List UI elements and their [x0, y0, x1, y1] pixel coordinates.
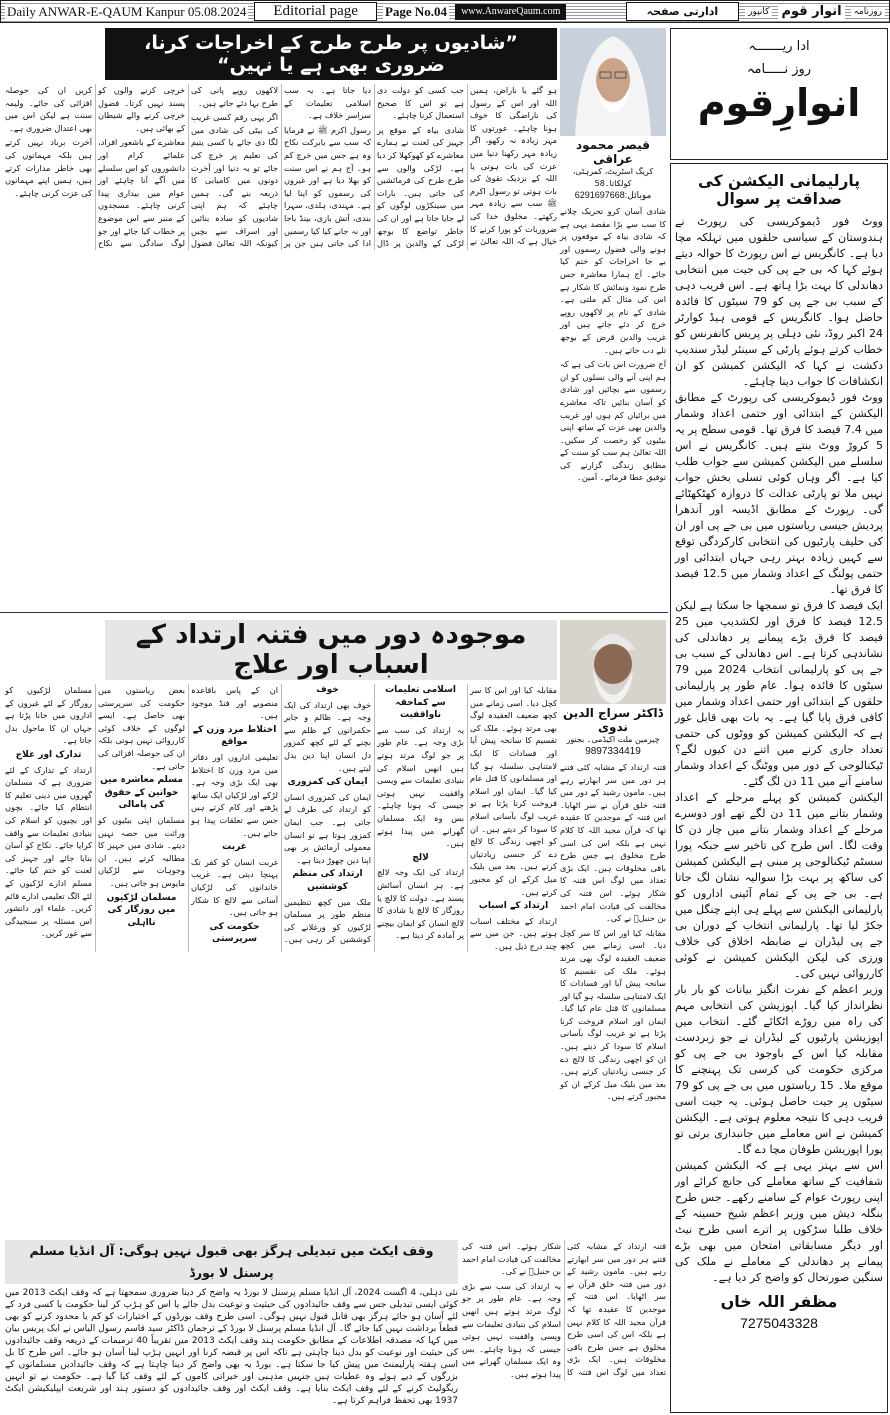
editorial-paragraph: اس سے بہتر یہی ہے کہ الیکشن کمیشن شفافیت کے ساتھ معاملے کی جانچ کرائے اور اپنی رپورٹ عوام کے سامنے رکھے۔ جس طرح بنگلہ دیش میں وزیر اعظم شیخ حسینہ کے خلاف طلبا سڑکوں پر اترے اسی طرح نیٹ اور دیگر مسابقاتی امتحان میں بھی بڑے پیمانے پر دھاندلی کے معاملے نے ملک کی سنگین صورتحال کو واضح کر دیا ہے۔ [675, 1159, 883, 1284]
editorial-paragraph: الیکشن کمیشن کو پہلے مرحلے کے اعداد وشمار بتانے میں 11 دن لگے تھے اور دوسرے مرحلے کے اعداد وشمار بتانے میں چار دن کا وقت لگا۔ اس طرح کی تاخیر سے جبکہ پورا سسٹم ٹیکنالوجی پر مبنی ہے الیکشن کمیشن کی ساکھ پر بہت بڑا سوالیہ نشان لگ جاتا ہے۔ بی جے پی کے تمام آئینی اداروں کو پارلیمانی الیکشن سے پہلے ہی اپنے چنگل میں جکڑ لیا تھا۔ پارلیمانی انتخاب کے دوران بی جے پی لیڈران نے ضابطہ اخلاق کی خلاف ورزی کی لیکن الیکشن کمیشن نے کوئی کارروائی نہیں کی۔ [675, 791, 883, 980]
article-paragraph: ارتداد کے تدارک کے لئے ضروری ہے کہ مسلمان گھروں میں دینی تعلیم کا انتظام کیا جائے۔ بچوں اور بچیوں کو اسلام کی بنیادی تعلیمات سے واقف کرایا جائے۔ نکاح کو آسان بنایا جائے اور جہیز کی لعنت کو ختم کیا جائے۔ مسلم ادارے لڑکیوں کے لئے الگ تعلیمی ادارے قائم کریں۔ علماء اور دانشور اس مسئلہ پر سنجیدگی سے غور کریں۔ [5, 764, 92, 939]
phone-number: 6291697668 [574, 190, 625, 200]
article-paragraph: خوف بھی ارتداد کی ایک وجہ ہے۔ ظالم و جابر حکمرانوں کے ظلم سے بچنے کے لئے کچھ کمزور دل انسان اپنا دین بدل لیتے ہیں۔ [284, 699, 371, 773]
article2-main [5, 620, 557, 952]
article-paragraph: شادی آسان کرو تحریک چلانے کا سب سے بڑا مقصد یہی ہے کہ شادی بیاہ کے موقعوں پر ہونے والی فضول رسموں اور بے جا اخراجات کو ختم کیا جائے۔ آج ہمارا معاشرہ جس طرح نمود ونمائش کا شکار ہے اس کی مثال کم ملتی ہے۔ شادی کے نام پر لاکھوں روپے خرچ کر دئے جاتے ہیں اور غریب والدین قرض کے بوجھ تلے دب جاتے ہیں۔ [560, 206, 666, 355]
divider [0, 612, 668, 613]
author2-designation: چیرمین ملت اکیڈمی۔ بجنور [566, 735, 660, 744]
editorial-paragraph: ووٹ فور ڈیموکریسی کی رپورٹ کے مطابق الیکشن کے ابتدائی اور حتمی اعداد وشمار میں 7.4 فیصد کا فرق تھا۔ قومی سطح پر یہ 5 کروڑ ووٹ بنتے ہیں۔ کانگریس نے اس سلسلے میں الیکشن کمیشن سے جواب طلب کیا ہے۔ اگر وہاں کوئی تسلی بخش جواب نہیں ملا تو پارٹی عدالت کا دروازہ کھٹکھٹائے گی۔ رپورٹ کے مطابق اڈیسہ اور آندھرا پردیش جیسی ریاستوں میں بی جے پی اور ان کی حلیف پارٹیوں کی انتخابی کارکردگی توقع سے کہیں زیادہ بہتر رہی جہاں ابتدائی اور حتمی پولنگ کے اعداد وشمار میں 12.5 فیصد کا فرق تھا۔ [675, 391, 883, 596]
article-paragraph: ملک میں کچھ تنظیمیں منظم طور پر مسلمان لڑکیوں کو ورغلانے کی کوششیں کر رہی ہیں۔ ان کے پاس باقاعدہ منصوبے اور فنڈ موجود ہیں۔ [191, 685, 371, 945]
author2-byline [558, 706, 668, 757]
section-subheading: اسلامی تعلیمات سے کماحقہ ناواقفیت [385, 685, 456, 721]
article1-intro [560, 205, 666, 484]
section-subheading: مسلم معاشرہ میں خواتین کے حقوق کی پامالی [100, 775, 183, 811]
article-paragraph: ارتداد کے مختلف اسباب ہوتے ہیں۔ جن میں سے چند درج ذیل ہیں۔ [470, 915, 557, 951]
article1-headline: ”شادیوں پر طرح طرح کے اخراجات کرنا، ضروری بھی ہے یا نہیں“ [105, 28, 557, 80]
author2-phone: 9897334419 [585, 746, 641, 757]
article-paragraph: فتنہ ارتداد کے مشابہ کئی فتنے ہر دور میں سر ابھارتے رہے ہیں۔ مامون رشید کے دور میں فتنہ خلق قرآن نے سر اٹھایا۔ اس فتنہ کے موجدین کا عقیدہ تھا کہ قرآن مجید اللہ کا کلام نہیں ہے بلکہ اس کی اسی طرح مخلوق ہے جس طرح باقی مخلوقات ہیں۔ ایک بڑی تعداد میں لوگ اس فتنہ کا شکار ہوئے۔ اس فتنہ کی مخالفت کی قیادت امام احمد بن حنبلؒ نے کی۔ [462, 1241, 666, 1377]
article-paragraph: ارتداد کی ایک وجہ لالچ ہے۔ ہر انسان آسائش پسند ہے۔ دولت کا لالچ یا روزگار کا لالچ یا شادی کا لالچ انسان کو ایمان بیچنے پر آمادہ کر دیتا ہے۔ [377, 867, 464, 941]
article1-body [5, 84, 557, 250]
editorial-headline: پارلیمانی الیکشن کی صداقت پر سوال [697, 172, 861, 208]
article-paragraph: یہ ارتداد کی سب سے بڑی وجہ ہے۔ عام طور پر جو لوگ مرتد ہوتے ہیں انھیں اسلام کی بنیادی تعلیمات سے ویسی واقفیت نہیں ہوتی جیسی کہ ہونا چاہئے۔ بس وہ ایک مسلمان گھرانے میں پیدا ہوتے ہیں۔ [377, 724, 464, 849]
author-byline [560, 138, 666, 201]
section-label-urdu: ادارتی صفحہ [626, 2, 740, 21]
section-subheading: لالچ [412, 852, 429, 863]
article2-body [5, 684, 557, 952]
article-paragraph: معاشرے کے باشعور افراد، علمائے کرام اور دانشوروں کو اس سلسلے میں آگے آنا چاہئے اور عوام میں بیداری پیدا کرنی چاہئے۔ مسجدوں کے منبر سے اس موضوع پر خطاب کیا جائے اور جو لوگ سادگی سے نکاح کریں ان کی حوصلہ افزائی کی جائے۔ ولیمہ سنت ہے لیکن اس میں بھی اعتدال ضروری ہے۔ [5, 85, 185, 249]
author2-photo [560, 620, 666, 704]
section-subheading: خوف [316, 685, 339, 695]
article-paragraph: مسلمان اپنی بیٹیوں کو وراثت میں حصہ نہیں دیتے۔ شادی میں جہیز کا مطالبہ کرتے ہیں۔ ان وجوہات سے لڑکیاں مایوس ہو جاتی ہیں۔ [98, 814, 185, 888]
editorial-masthead [670, 28, 888, 160]
website-link[interactable]: www.AnwareQaum.com [455, 4, 566, 20]
daily-label: روز نـــــامہ [746, 62, 812, 77]
article-paragraph: مسلمان لڑکیوں کو روزگار کے لئے غیروں کے اداروں میں جانا پڑتا ہے جہاں ان کا ماحول بدل جاتا ہے۔ [5, 685, 92, 746]
section-subheading: ارتداد کے اسباب [478, 901, 549, 912]
editorial-paragraph: ایک فیصد کا فرق تو سمجھا جا سکتا ہے لیکن 12.5 فیصد کا فرق اور لکشدیپ میں 25 فیصد کا فرق بڑے پیمانے پر دھاندلی کی نشاندہی کرتا ہے۔ اس دھاندلی کے سبب بی جے پی کو پارلیمانی انتخاب 2024 میں 79 سیٹوں کا فائدہ ہوا۔ عام طور پر پارلیمانی حلقوں کے ابتدائی اور حتمی اعداد وشمار میں کافی فرق پایا گیا ہے۔ یہ بات بھی قابل غور ہے کہ الیکشن کمیشن کو ووٹوں کی حتمی تعداد جاری کرنے میں اتنے دن کیوں لگے؟ ٹیکنالوجی کے دور میں ووٹنگ کے اعداد وشمار سامنے آنے میں 11 دن لگ گئے۔ [675, 599, 883, 788]
news-item [5, 1240, 458, 1407]
daily-urdu: روزنامہ [851, 7, 885, 17]
article-paragraph: فتنہ ارتداد کے مشابہ کئی فتنے ہر دور میں سر ابھارتے رہے ہیں۔ مامون رشید کے دور میں فتنہ خلق قرآن نے سر اٹھایا۔ اس فتنہ کے موجدین کا عقیدہ تھا کہ قرآن مجید اللہ کا کلام نہیں ہے بلکہ اس کی اسی طرح مخلوق ہے جس طرح باقی مخلوقات ہیں۔ ایک بڑی تعداد میں لوگ اس فتنہ کا شکار ہوئے۔ اس فتنہ کی مخالفت کی قیادت امام احمد بن حنبلؒ نے کی۔ [560, 762, 666, 924]
section-subheading: ارتداد کی منظم کوششیں [292, 869, 363, 892]
news-headline: وقف ایکٹ میں تبدیلی ہرگز بھی قبول نہیں ہوگی: آل انڈیا مسلم پرسنل لا بورڈ [5, 1240, 458, 1284]
page-header [0, 0, 890, 23]
paper-name-urdu: انوار قوم [778, 4, 844, 19]
editorial-author: مظفر اللہ خاں [720, 1292, 838, 1311]
author-phone [560, 190, 666, 201]
author-photo [560, 28, 666, 136]
editorial-box [670, 163, 888, 1413]
editorial-author-phone: 7275043328 [740, 1315, 818, 1331]
article-paragraph: رسول اکرم ﷺ نے فرمایا کہ سب سے بابرکت نکاح وہ ہے جس میں خرچ کم ہو۔ آج ہم نے اس سنت کو بھلا دیا ہے اور غیروں کی رسموں کو اپنا لیا ہے۔ مہندی، ہلدی، سہرا بندی، آتش بازی، بینڈ باجا اور نہ جانے کیا کیا رسمیں ادا کی جاتی ہیں جن پر لاکھوں روپے پانی کی طرح بہا دئے جاتے ہیں۔ [191, 85, 371, 249]
article-paragraph: بعض ریاستوں میں حکومت کی سرپرستی بھی حاصل ہے۔ ایسے لوگوں کے خلاف کوئی کارروائی نہیں ہوتی بلکہ ان کی حوصلہ افزائی کی جاتی ہے۔ [98, 685, 185, 771]
article-paragraph: آج ضرورت اس بات کی ہے کہ ہم اپنی آنے والی نسلوں کو ان رسموں سے بچائیں اور شادی کو آسان بنائیں تاکہ معاشرے میں برائیاں کم ہوں اور غریب والدین بھی عزت کے ساتھ اپنی بیٹیوں کو رخصت کر سکیں۔ اللہ تعالیٰ ہم سب کو سنت کے مطابق زندگی گزارنے کی توفیق عطا فرمائے۔ آمین۔ [560, 359, 666, 483]
article2-side [558, 761, 668, 1103]
section-subheading: تدارک اور علاج [15, 749, 82, 760]
phone-label: موبائل: [624, 190, 652, 200]
article-paragraph: غربت انسان کو کفر تک پہنچا دیتی ہے۔ غریب خاندانوں کی لڑکیاں آسانی سے لالچ کا شکار ہو جاتی ہیں۔ [191, 856, 278, 918]
section-subheading: اختلاط مرد وزن کے مواقع [192, 724, 277, 748]
article-paragraph: ایمان کی کمزوری انسان کو ارتداد کی طرف لے جاتی ہے۔ جب ایمان کمزور ہوتا ہے تو انسان معمولی آزمائش پر بھی اپنا دین چھوڑ دیتا ہے۔ [284, 791, 371, 865]
article-paragraph: اگر یہی رقم کسی غریب کی بیٹی کی شادی میں لگا دی جائے یا کسی یتیم کی تعلیم پر خرچ کی جائے تو یہ دنیا اور آخرت دونوں میں کامیابی کا ذریعہ بنے گی۔ ہمیں چاہئے کہ ہم اپنی شادیوں کو سادہ بنائیں اور اسراف سے بچیں کیونکہ اللہ تعالیٰ فضول خرچی کرنے والوں کو پسند نہیں کرتا۔ فضول خرچی کرنے والے شیطان کے بھائی ہیں۔ [98, 85, 278, 249]
editorial-body [671, 214, 887, 1286]
section-subheading: مسلمان لڑکیوں میں روزگار کی نااہلی [106, 892, 177, 928]
article2-continuation [462, 1240, 666, 1381]
author2-name: ڈاکٹر سراج الدین ندوی [562, 706, 664, 734]
article-paragraph: یہ ارتداد کی سب سے بڑی وجہ ہے۔ عام طور پر جو لوگ مرتد ہوتے ہیں انھیں اسلام کی بنیادی تعلیمات سے ویسی واقفیت نہیں ہوتی جیسی کہ ہونا چاہئے۔ بس وہ ایک مسلمان گھرانے میں پیدا ہوتے ہیں۔ [462, 1280, 561, 1379]
article1-main [5, 28, 557, 250]
section-label: Editorial page [254, 2, 377, 21]
editorial-paragraph: وزیر اعظم کے نفرت انگیز بیانات کو بار بار نظرانداز کیا گیا۔ اپوزیشن کی انتخابی مہم کی راہ میں روڑے اٹکائے گئے۔ انتخاب میں اپوزیشن پارٹیوں کے لیڈران نے جو زبردست مقابلہ کیا اس کے باوجود بی جے پی کو مرکزی حکومت کی کرسی تک پہنچنے کا موقع ملا۔ 15 ریاستوں میں بی جے پی کو 79 سیٹوں پر جیت حاصل ہوئی۔ یہ جیت اسی فریب دہی کا نتیجہ معلوم ہوتی ہے۔ الیکشن کمیشن نے اس معاملے میں جانبداری برتی تو پورا اپوزیشن طوفان مچا دے گا۔ [675, 983, 883, 1156]
article-paragraph: مقابلہ کیا اور اس کا سر کچل دیا۔ اسی زمانے میں کچھ ضعیف العقیدہ لوگ بھی مرتد ہوئے۔ ملک کی تقسیم کا سانحہ پیش آیا اور فسادات کا ایک لامتناہی سلسلہ ہو گیا اور مسلمانوں کا قتل عام کیا گیا۔ ایمان اور اسلام فروخت کرنا پڑتا ہے تو غریب لوگ بآسانی اسلام کا سودا کر دیتے ہیں۔ ان کو اچھی زندگی کا لالچ دے کر جنسی زیادتیاں کرتے ہیں۔ بعد میں بلیک میل کرکے ان کو مجبور کرتے ہیں۔ [560, 927, 666, 1102]
section-subheading: حکومت کی سرپرستی [209, 921, 260, 945]
article2-headline: موجودہ دور میں فتنہ ارتداد کے اسباب اور علاج [105, 620, 557, 680]
section-subheading: ایمان کی کمزوری [287, 777, 368, 788]
editorial-paragraph: ووٹ فور ڈیموکریسی کی رپورٹ نے ہندوستان کے سیاسی حلقوں میں تہلکہ مچا دیا ہے۔ کانگریس نے اس رپورٹ کا حوالہ دیتے ہوئے کہا کہ بی جے پی کی جیت میں انتخابی دھاندلی کا بہت بڑا ہاتھ ہے۔ اس فریب دہی کے سبب بی جے پی کو 79 سیٹوں کا فائدہ حاصل ہوا۔ کانگریس کے قومی ہیڈ کوارٹر 24 اکبر روڈ، نئی دہلی پر پریس کانفرنس کو خطاب کرتے ہوئے پارٹی کے سینئر لیڈر سندیپ دکشت نے کہا کہ الیکشن کمیشن کو ان انکشافات کا جواب دینا چاہئے۔ [675, 215, 883, 388]
article1-continuation: آخرت برباد نہیں کرتے ہیں بلکہ مہمانوں کی بھی خاطر مدارات کرتے ہیں، ہمیں اپنے مہمانوں کی عزت کرنی چاہئے۔ [5, 137, 92, 198]
author2-portrait-icon [560, 620, 666, 704]
article2-side-column [558, 620, 668, 1105]
author-name: قیصر محمود عراقی [575, 138, 651, 166]
article-paragraph: تعلیمی اداروں اور دفاتر میں مرد وزن کا اختلاط بھی ایک بڑی وجہ ہے۔ لڑکے اور لڑکیاں ایک ساتھ پڑھتے اور کام کرتے ہیں جس سے تعلقات پیدا ہو جاتے ہیں۔ [191, 751, 278, 838]
city-urdu: کانپور [745, 7, 772, 17]
editorial-label: ادا ریـــــــہ [748, 39, 810, 54]
article-paragraph: شادی بیاہ کے موقع پر جہیز کی لعنت نے ہمارے معاشرے کو کھوکھلا کر دیا ہے۔ لڑکی والوں سے طرح طرح کی فرمائشیں کی جاتی ہیں۔ بارات میں سینکڑوں لوگوں کو لے جایا جاتا ہے اور ان کی خاطر تواضع کا بوجھ لڑکی کے والدین پر ڈال دیا جاتا ہے۔ یہ سب اسلامی تعلیمات کے سراسر خلاف ہے۔ [284, 85, 464, 249]
article-paragraph: ہو گئے یا ناراض، ہمیں اللہ اور اس کے رسول کی ناراضگی کا خوف ہونا چاہئے۔ عورتوں کا مہر زیادہ نہ رکھو، اگر زیادہ مہر رکھنا دنیا میں عزت کی بات ہوتی یا اللہ کے نزدیک تقویٰ کی بات ہوتی تو رسول اکرم ﷺ سب سے زیادہ مہر رکھتے۔ مخلوق خدا کی ضروریات کو پورا کرنے کا خیال ہے کہ اللہ تعالیٰ نے جب کسی کو دولت دی ہے تو اس کا صحیح استعمال کرنا چاہئے۔ [377, 85, 557, 247]
paper-date: Daily ANWAR-E-QAUM Kanpur 05.08.2024 [7, 3, 247, 19]
page-number: Page No.04 [384, 3, 448, 19]
article1-side-column [560, 28, 666, 486]
paper-logo: انوارِقوم [697, 81, 861, 125]
author-portrait-icon [560, 28, 666, 136]
article-paragraph: مقابلہ کیا اور اس کا سر کچل دیا۔ اسی زمانے میں کچھ ضعیف العقیدہ لوگ بھی مرتد ہوئے۔ ملک کی تقسیم کا سانحہ پیش آیا اور فسادات کا ایک لامتناہی سلسلہ ہو گیا اور مسلمانوں کا قتل عام کیا گیا۔ ایمان اور اسلام فروخت کرنا پڑتا ہے تو غریب لوگ بآسانی اسلام کا سودا کر دیتے ہیں۔ ان کو اچھی زندگی کا لالچ دے کر جنسی زیادتیاں کرتے ہیں۔ بعد میں بلیک میل کرکے ان کو مجبور کرتے ہیں۔ [470, 685, 557, 897]
news-body: نئی دہلی، 4 اگست 2024، آل انڈیا مسلم پرسنل لا بورڈ یہ واضح کر دینا ضروری سمجھتا ہے کہ وقف ایکٹ 2013 میں کوئی ایسی تبدیلی جس سے وقف جائیدادوں کی حیثیت و نوعیت بدل جائے یا اس کو ہڑپ کر لینا حکومت یا کسی فرد کے لئے آسان ہو جائے ہرگز بھی قابل قبول نہیں ہوگی۔ اسی طرح وقف بورڈوں کے اختیارات کو کم یا محدود کرنے کو بھی قطعاً برداشت نہیں کیا جائے گا۔ آل انڈیا مسلم پرسنل لا بورڈ کے ترجمان ڈاکٹر سید قاسم رسول الیاس نے ایک پریس بیان میں کہا کہ مصدقہ اطلاعات کے مطابق حکومت ہند وقف ایکٹ 2013 میں تقریباً 40 ترمیمات کے ذریعہ وقف جائیدادوں کی حیثیت اور نوعیت کو بدل دینا چاہتی ہے تاکہ اس پر قبضہ کرنا اور انہیں ہڑپ لینا آسان ہو جائے۔ اس طرح کا بل اسی ہفتہ پارلیمنٹ میں پیش کیا جا سکتا ہے۔ بورڈ یہ بھی واضح کر دینا چاہتا ہے کہ وقف جائیدادیں مسلمانوں کے بزرگوں کے دیے ہوئے وہ عطیات ہیں جنہیں مذہبی اور خیراتی کاموں کے لئے وقف کیا گیا ہے۔ حکومت نے تو انہیں ریگولیٹ کرنے کے لئے وقف ایکٹ بنایا ہے۔ وقف ایکٹ اور وقف جائیدادوں کو دستور ہند اور شریعت ایپلیکیشن ایکٹ 1937 بھی تحفظ فراہم کرتا ہے۔ [5, 1288, 459, 1406]
author-address: کریگ اسٹریٹ، کمرہٹی، کولکاتا۔58 [572, 167, 654, 188]
section-subheading: غربت [222, 842, 247, 853]
